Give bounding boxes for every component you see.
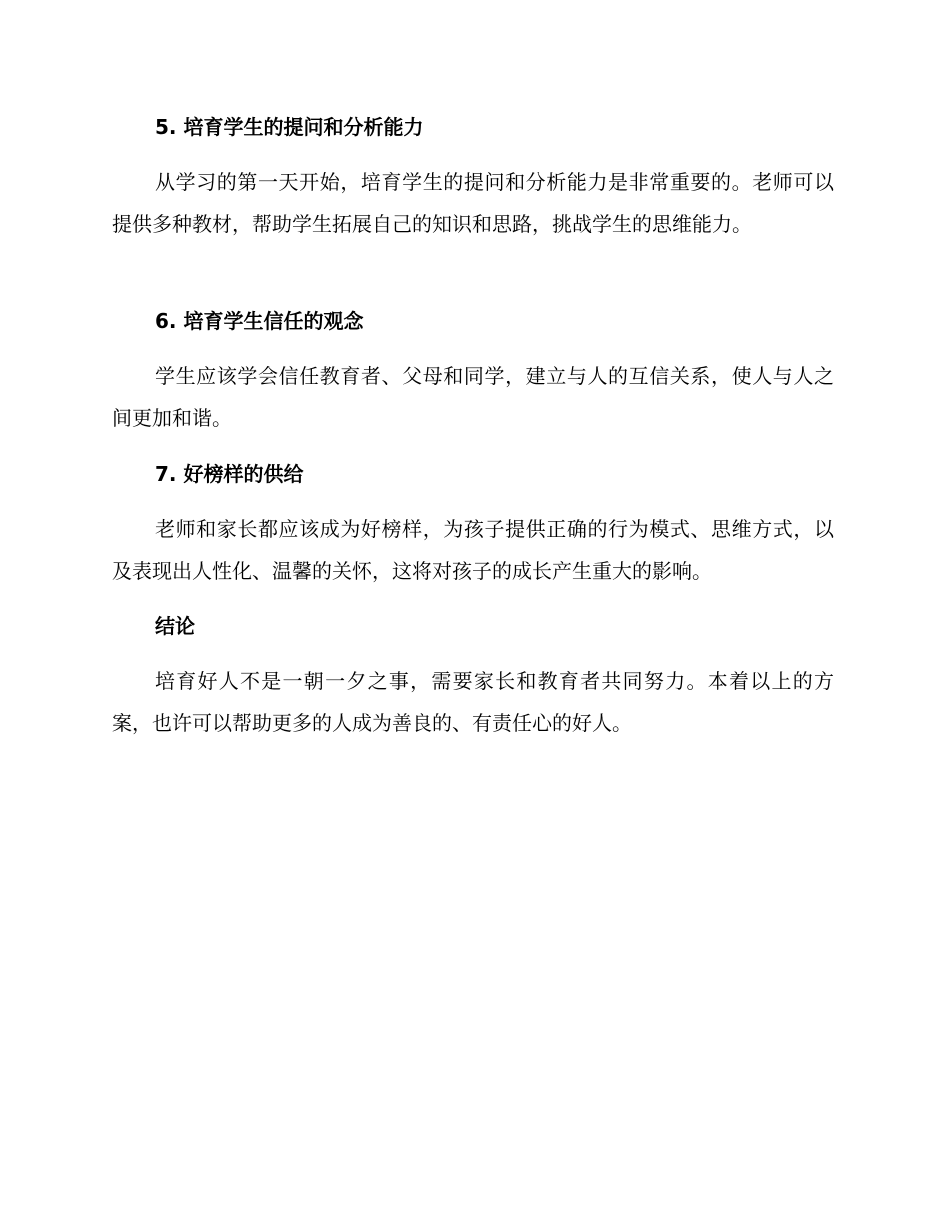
conclusion-body: 培育好人不是一朝一夕之事，需要家长和教育者共同努力。本着以上的方案，也许可以帮助更多的人成为善良的、有责任心的好人。 [112,669,834,735]
section-heading-6: 6. 培育学生信任的观念 [155,309,364,333]
conclusion-heading: 结论 [155,614,195,638]
section-body-7: 老师和家长都应该成为好榜样，为孩子提供正确的行为模式、思维方式，以及表现出人性化、温馨的关怀，这将对孩子的成长产生重大的影响。 [112,517,834,583]
section-heading-7: 7. 好榜样的供给 [155,462,304,486]
section-body-6: 学生应该学会信任教育者、父母和同学，建立与人的互信关系，使人与人之间更加和谐。 [112,364,834,430]
section-body-5: 从学习的第一天开始，培育学生的提问和分析能力是非常重要的。老师可以提供多种教材，帮助学生拓展自己的知识和思路，挑战学生的思维能力。 [112,170,834,236]
section-heading-5: 5. 培育学生的提问和分析能力 [155,115,424,139]
